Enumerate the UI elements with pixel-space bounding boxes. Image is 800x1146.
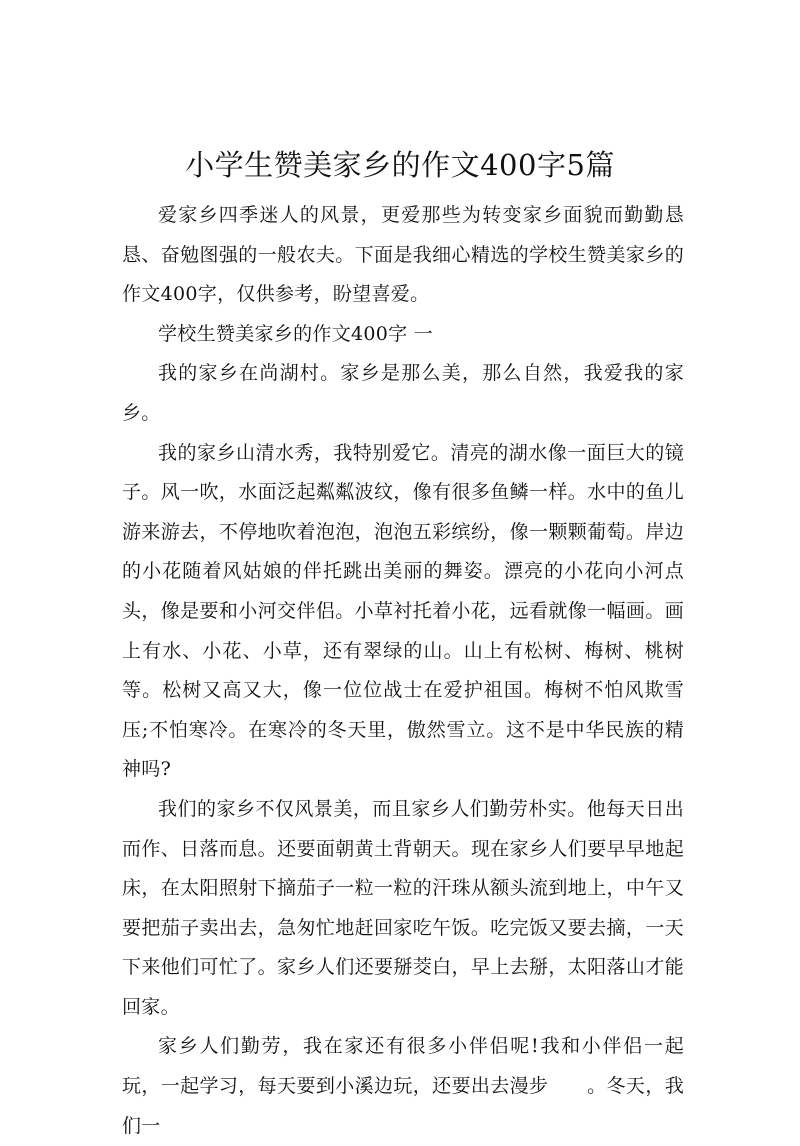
essay-paragraph: 我们的家乡不仅风景美，而且家乡人们勤劳朴实。他每天日出而作、日落而息。还要面朝黄土背朝天。现在家乡人们要早早地起床，在太阳照射下摘茄子一粒一粒的汗珠从额头流到地上，中午又要把茄子卖出去，急匆忙地赶回家吃午饭。吃完饭又要去摘，一天下来他们可忙了。家乡人们还要掰茭白，早上去掰，太阳落山才能回家。	[122, 797, 684, 1018]
document-body	[122, 196, 684, 1146]
essay-paragraph: 我的家乡山清水秀，我特别爱它。清亮的湖水像一面巨大的镜子。风一吹，水面泛起粼粼波纹，像有很多鱼鳞一样。水中的鱼儿游来游去，不停地吹着泡泡，泡泡五彩缤纷，像一颗颗葡萄。岸边的小花随着风姑娘的伴托跳出美丽的舞姿。漂亮的小花向小河点头，像是要和小河交伴侣。小草衬托着小花，远看就像一幅画。画上有水、小花、小草，还有翠绿的山。山上有松树、梅树、桃树等。松树又高又大，像一位位战士在爱护祖国。梅树不怕风欺雪压;不怕寒冷。在寒冷的冬天里，傲然雪立。这不是中华民族的精神吗?	[122, 441, 684, 781]
intro-paragraph: 爱家乡四季迷人的风景，更爱那些为转变家乡面貌而勤勤恳恳、奋勉图强的一般农夫。下面是我细心精选的学校生赞美家乡的作文400字，仅供参考，盼望喜爱。	[122, 204, 684, 306]
essay-paragraph: 我的家乡在尚湖村。家乡是那么美，那么自然，我爱我的家乡。	[122, 362, 684, 424]
document-title: 小学生赞美家乡的作文400字5篇	[185, 148, 615, 183]
essay-paragraph: 家乡人们勤劳，我在家还有很多小伴侣呢!我和小伴侣一起玩，一起学习，每天要到小溪边玩，还要出去漫步 。冬天，我们一	[122, 1035, 684, 1137]
essay-subheading: 学校生赞美家乡的作文400字 一	[158, 322, 434, 345]
